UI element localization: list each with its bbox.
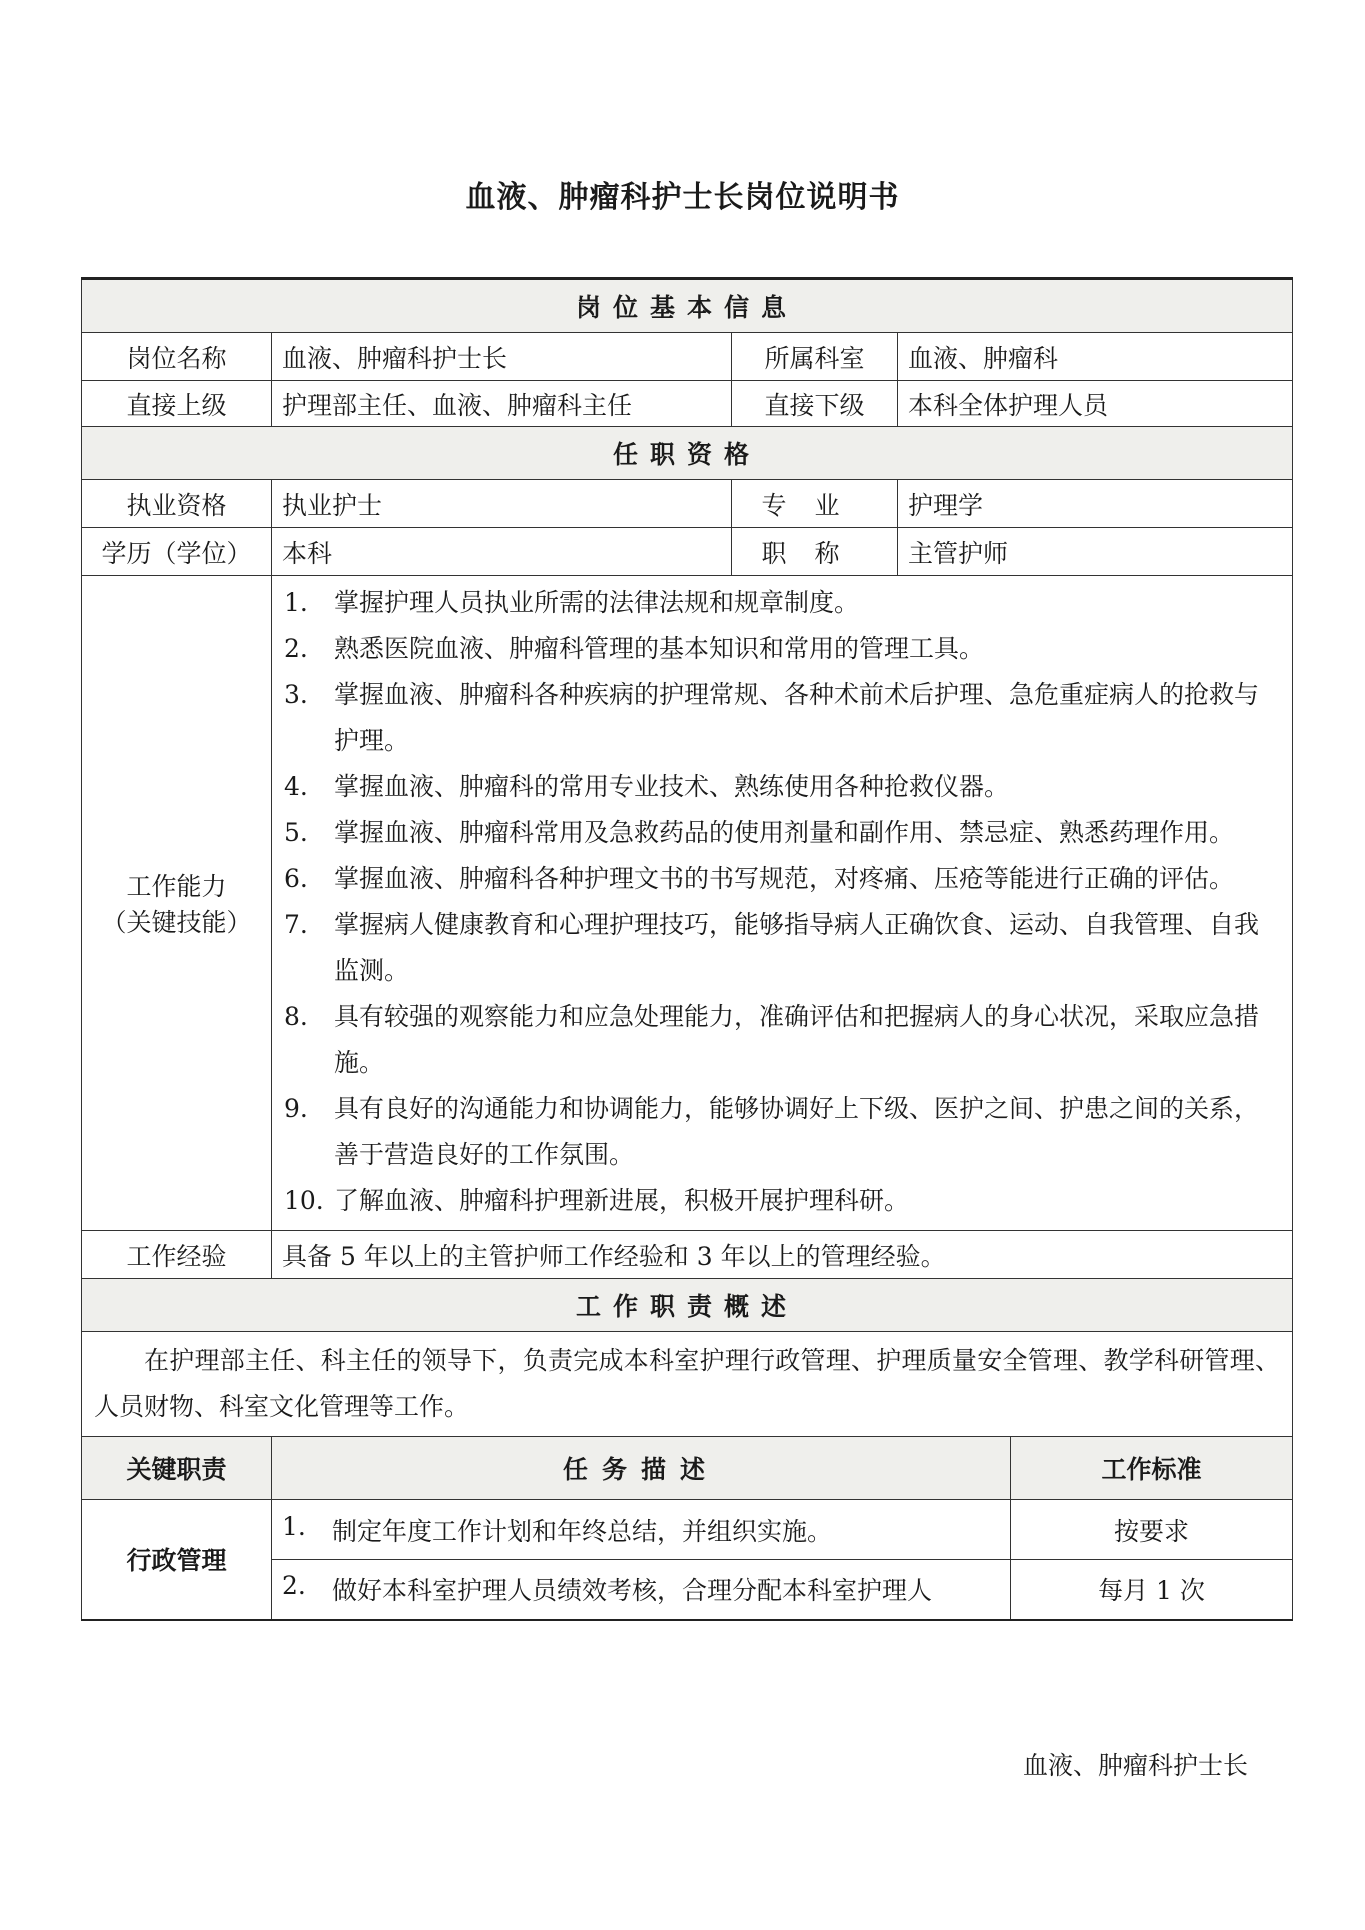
task-description: 2. 做好本科室护理人员绩效考核，合理分配本科室护理人 — [272, 1560, 1011, 1620]
value-education: 本科 — [272, 528, 732, 576]
list-item: 8. 具有较强的观察能力和应急处理能力，准确评估和把握病人的身心状况，采取应急措施。 — [284, 1002, 1260, 1077]
page-title: 血液、肿瘤科护士长岗位说明书 — [465, 180, 900, 215]
duty-group-name: 行政管理 — [82, 1500, 272, 1620]
list-item: 2. 熟悉医院血液、肿瘤科管理的基本知识和常用的管理工具。 — [284, 634, 985, 663]
value-experience: 具备 5 年以上的主管护师工作经验和 3 年以上的管理经验。 — [272, 1231, 1293, 1279]
table-row — [82, 381, 1293, 427]
value-major: 护理学 — [898, 480, 1293, 528]
label-direct-subordinate: 直接下级 — [732, 381, 898, 427]
table-row — [82, 576, 1293, 1231]
label-abilities — [82, 576, 272, 1231]
label-department: 所属科室 — [732, 333, 898, 381]
label-major: 专业 — [732, 480, 898, 528]
table-row — [82, 528, 1293, 576]
table-row — [82, 1500, 1293, 1560]
value-direct-subordinate: 本科全体护理人员 — [898, 381, 1293, 427]
col-header-work-standard: 工作标准 — [1011, 1437, 1293, 1500]
value-license: 执业护士 — [272, 480, 732, 528]
table-row — [82, 1231, 1293, 1279]
section-basic-info-header: 岗位基本信息 — [82, 279, 1293, 333]
label-abilities-line2: （关键技能） — [101, 908, 252, 937]
value-department: 血液、肿瘤科 — [898, 333, 1293, 381]
label-experience: 工作经验 — [82, 1231, 272, 1279]
col-header-key-duty: 关键职责 — [82, 1437, 272, 1500]
label-license: 执业资格 — [82, 480, 272, 528]
abilities-list — [272, 576, 1293, 1231]
label-education: 学历（学位） — [82, 528, 272, 576]
task-standard: 按要求 — [1011, 1500, 1293, 1560]
value-direct-superior: 护理部主任、血液、肿瘤科主任 — [272, 381, 732, 427]
col-header-task-description: 任务描述 — [272, 1437, 1011, 1500]
task-description: 1. 制定年度工作计划和年终总结，并组织实施。 — [272, 1500, 1011, 1560]
table-row — [82, 480, 1293, 528]
list-item: 4. 掌握血液、肿瘤科的常用专业技术、熟练使用各种抢救仪器。 — [284, 772, 1010, 801]
value-position-name: 血液、肿瘤科护士长 — [272, 333, 732, 381]
section-duties-header: 工作职责概述 — [82, 1279, 1293, 1332]
table-row — [82, 1332, 1293, 1437]
label-position-name: 岗位名称 — [82, 333, 272, 381]
list-item: 3. 掌握血液、肿瘤科各种疾病的护理常规、各种术前术后护理、急危重症病人的抢救与护理。 — [284, 680, 1260, 755]
list-item: 6. 掌握血液、肿瘤科各种护理文书的书写规范，对疼痛、压疮等能进行正确的评估。 — [284, 864, 1235, 893]
task-standard: 每月 1 次 — [1011, 1560, 1293, 1620]
label-title: 职称 — [732, 528, 898, 576]
list-item: 1. 掌握护理人员执业所需的法律法规和规章制度。 — [284, 588, 860, 617]
job-description-table — [81, 277, 1293, 1621]
section-qualifications-header: 任职资格 — [82, 427, 1293, 480]
page-footer: 血液、肿瘤科护士长 — [1022, 1751, 1248, 1780]
label-abilities-line1: 工作能力 — [126, 872, 227, 901]
list-item: 5. 掌握血液、肿瘤科常用及急救药品的使用剂量和副作用、禁忌症、熟悉药理作用。 — [284, 818, 1235, 847]
label-direct-superior: 直接上级 — [82, 381, 272, 427]
value-title: 主管护师 — [898, 528, 1293, 576]
table-row — [82, 333, 1293, 381]
list-item: 10. 了解血液、肿瘤科护理新进展，积极开展护理科研。 — [284, 1186, 910, 1215]
list-item: 9. 具有良好的沟通能力和协调能力，能够协调好上下级、医护之间、护患之间的关系，善于营造良好的工作氛围。 — [284, 1094, 1260, 1169]
table-row — [82, 1437, 1293, 1500]
list-item: 7. 掌握病人健康教育和心理护理技巧，能够指导病人正确饮食、运动、自我管理、自我监测。 — [284, 910, 1260, 985]
duties-summary: 在护理部主任、科主任的领导下，负责完成本科室护理行政管理、护理质量安全管理、教学科研管理、人员财物、科室文化管理等工作。 — [82, 1332, 1293, 1437]
